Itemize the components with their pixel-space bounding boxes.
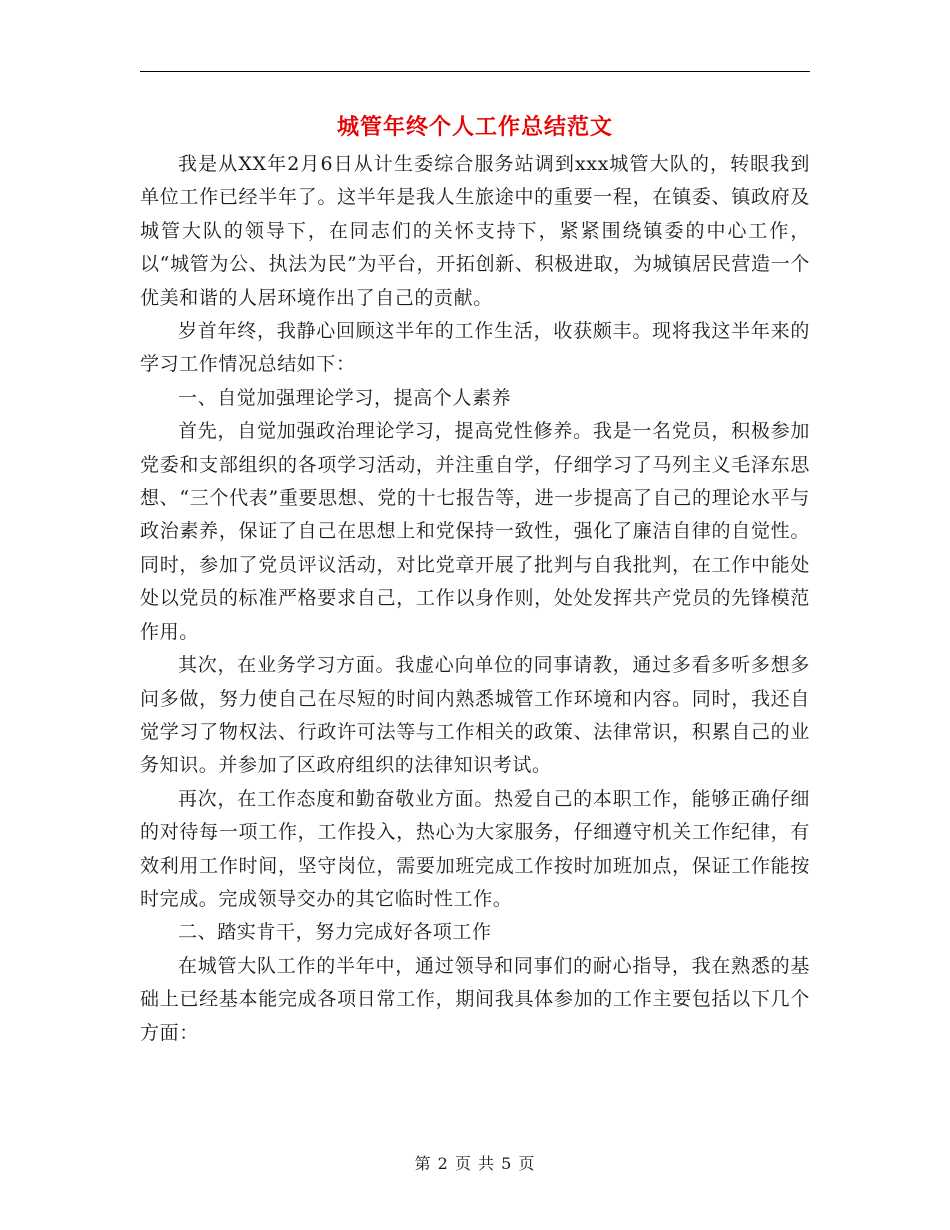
document-title: 城管年终个人工作总结范文 (336, 114, 613, 140)
paragraph-political-study: 首先，自觉加强政治理论学习，提高党性修养。我是一名党员，积极参加党委和支部组织的各项学习活动，并注重自学，仔细学习了马列主义毛泽东思想、“三个代表”重要思想、党的十七报告等，进一步提高了自己的理论水平与政治素养，保证了自己在思想上和党保持一致性，强化了廉洁自律的自觉性。同时，参加了党员评议活动，对比党章开展了批判与自我批判，在工作中能处处以党员的标准严格要求自己，工作以身作则，处处发挥共产党员的先锋模范作用。 (140, 420, 810, 643)
section-heading-2: 二、踏实肯干，努力完成好各项工作 (178, 921, 492, 944)
paragraph-work-overview: 在城管大队工作的半年中，通过领导和同事们的耐心指导，我在熟悉的基础上已经基本能完成各项日常工作，期间我具体参加的工作主要包括以下几个方面： (140, 954, 810, 1044)
page-footer (140, 1152, 810, 1176)
paragraph-intro: 我是从XX年2月6日从计生委综合服务站调到xxx城管大队的，转眼我到单位工作已经半年了。这半年是我人生旅途中的重要一程，在镇委、镇政府及城管大队的领导下，在同志们的关怀支持下，紧紧围绕镇委的中心工作，以“城管为公、执法为民”为平台，开拓创新、积极进取，为城镇居民营造一个优美和谐的人居环境作出了自己的贡献。 (140, 153, 810, 309)
header-rule (140, 71, 810, 72)
paragraph-work-attitude: 再次，在工作态度和勤奋敬业方面。热爱自己的本职工作，能够正确仔细的对待每一项工作，工作投入，热心为大家服务，仔细遵守机关工作纪律，有效利用工作时间，坚守岗位，需要加班完成工作按时加班加点，保证工作能按时完成。完成领导交办的其它临时性工作。 (140, 787, 810, 910)
paragraph-business-study: 其次，在业务学习方面。我虚心向单位的同事请教，通过多看多听多想多问多做，努力使自己在尽短的时间内熟悉城管工作环境和内容。同时，我还自觉学习了物权法、行政许可法等与工作相关的政策、法律常识，积累自己的业务知识。并参加了区政府组织的法律知识考试。 (140, 654, 810, 777)
page-number-label: 第 2 页 共 5 页 (414, 1154, 536, 1173)
section-heading-1: 一、自觉加强理论学习，提高个人素养 (178, 386, 512, 409)
document-body (140, 148, 810, 1050)
paragraph-review: 岁首年终，我静心回顾这半年的工作生活，收获颇丰。现将我这半年来的学习工作情况总结如下： (140, 320, 810, 376)
